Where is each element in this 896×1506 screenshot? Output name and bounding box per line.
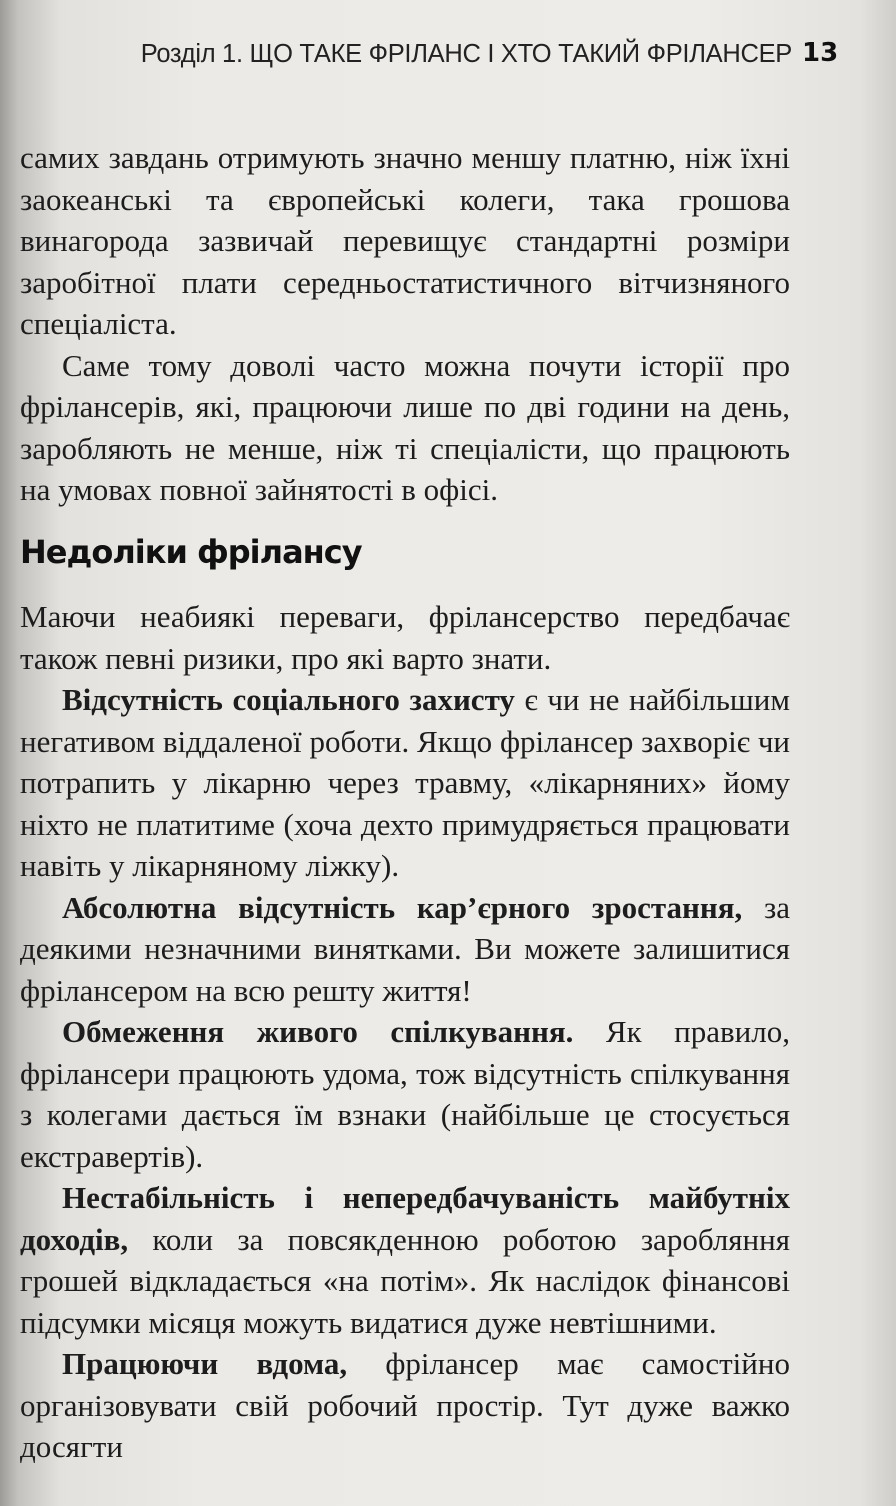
drawback-paragraph [20, 1011, 790, 1177]
drawback-text: Як правило, фрілансери працюють удома, тож відсутність спілкування з колегами дається їм взнаки (найбільше це стосується екстравертів). [20, 1014, 790, 1174]
drawback-text: коли за повсякденною роботою заробляння грошей відкладається «на потім». Як наслідок фінансові підсумки місяця можуть видатися дуже невтішними. [20, 1221, 790, 1340]
intro-text [20, 137, 790, 511]
drawback-term: Нестабільність і непередбачуваність майбутніх доходів, [20, 1180, 790, 1257]
drawback-term: Обмеження живого спілкування. [62, 1014, 574, 1049]
paragraph: самих завдань отримують значно меншу платню, ніж їхні заокеанські та європейські колеги, така грошова винагорода зазвичай перевищує стандартні розміри заробітної плати середньостатистичного вітчизняного спеціаліста. [20, 140, 790, 341]
page-number: 13 [802, 38, 839, 68]
drawback-paragraph [20, 1343, 790, 1468]
drawback-term: Абсолютна відсутність кар’єрного зростання, [62, 889, 743, 925]
paragraph: Саме тому доволі часто можна почути історії про фрілансерів, які, працюючи лише по дві години на день, заробляють не менше, ніж ті спеціалісти, що працюють на умовах повної зайнятості в офісі. [20, 347, 790, 507]
section-heading: Недоліки фрілансу [20, 533, 362, 571]
drawback-paragraph [20, 887, 790, 1012]
drawback-term: Відсутність соціального захисту [62, 682, 515, 717]
drawback-text: за деякими незначними винятками. Ви можете залишитися фрілансером на всю решту життя! [20, 889, 790, 1008]
running-header: Розділ 1. ЩО ТАКЕ ФРІЛАНС І ХТО ТАКИЙ ФРІЛАНСЕР [140, 40, 792, 68]
drawback-term: Працюючи вдома, [62, 1346, 348, 1381]
lead-paragraph: Маючи неабиякі переваги, фрілансерство передбачає також певні ризики, про які варто знати. [20, 599, 790, 676]
drawback-text: є чи не найбільшим негативом віддаленої роботи. Якщо фрілансер захворіє чи потрапить у лікарню через травму, «лікарняних» йому ніхто не платитиме (хоча дехто примудряється працювати навіть у лікарняному ліжку). [20, 682, 790, 883]
drawback-paragraph [20, 1177, 790, 1343]
drawback-paragraph [20, 679, 790, 887]
drawback-text: фрілансер має самостійно організовувати свій робочий простір. Тут дуже важко досягти [20, 1346, 790, 1464]
section-body [20, 596, 790, 1468]
